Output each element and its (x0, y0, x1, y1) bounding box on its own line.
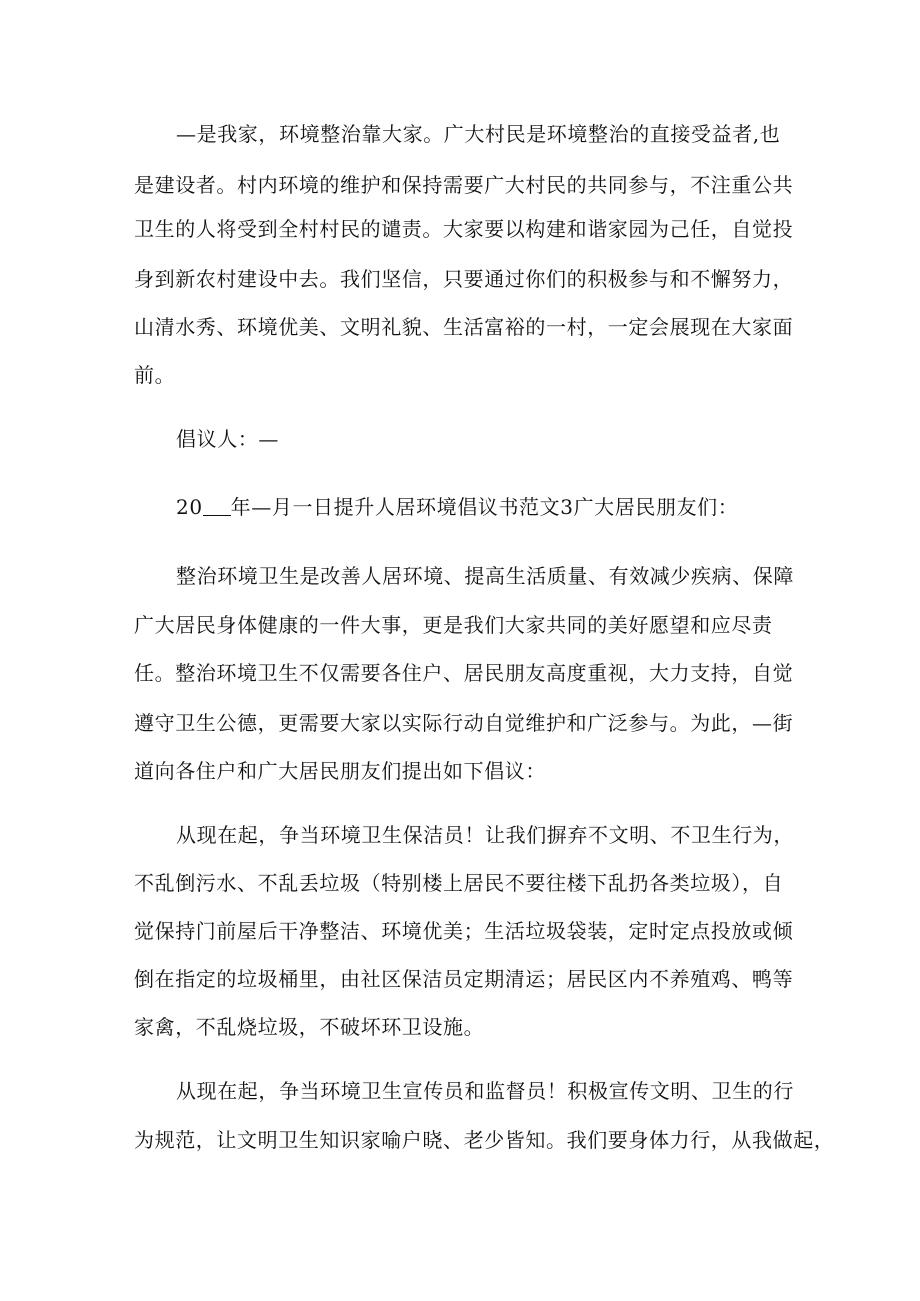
date-line (176, 494, 836, 520)
date-year-prefix: 20 (176, 495, 203, 519)
paragraph-2-line-1: 整治环境卫生是改善人居环境、提高生活质量、有效减少疾病、保障 (176, 564, 794, 588)
paragraph-3-line-2: 不乱倒污水、不乱丢垃圾（特别楼上居民不要往楼下乱扔各类垃圾），自 (134, 871, 784, 895)
date-blank-underline (203, 495, 231, 516)
signature-line: 倡议人：— (176, 427, 279, 451)
paragraph-1-line-4: 身到新农村建设中去。我们坚信，只要通过你们的积极参与和不懈努力， (134, 267, 794, 291)
paragraph-4-line-1: 从现在起，争当环境卫生宣传员和监督员！积极宣传文明、卫生的行 (176, 1079, 794, 1103)
paragraph-1-line-6: 前。 (134, 363, 176, 387)
paragraph-2-line-5: 道向各住户和广大居民朋友们提出如下倡议： (134, 759, 546, 783)
paragraph-3-line-3: 觉保持门前屋后干净整洁、环境优美；生活垃圾袋装，定时定点投放或倾 (134, 919, 794, 943)
paragraph-2-line-4: 遵守卫生公德，更需要大家以实际行动自觉维护和广泛参与。为此，—街 (134, 711, 794, 735)
paragraph-2-line-3: 任。整治环境卫生不仅需要各住户、居民朋友高度重视，大力支持，自觉 (134, 661, 794, 685)
paragraph-3-line-5: 家禽，不乱烧垃圾，不破坏环卫设施。 (134, 1015, 485, 1039)
paragraph-1-line-5: 山清水秀、环境优美、文明礼貌、生活富裕的一村，一定会展现在大家面 (134, 315, 794, 339)
paragraph-1-line-3: 卫生的人将受到全村村民的谴责。大家要以构建和谐家园为己任，自觉投 (134, 217, 794, 241)
paragraph-3-line-4: 倒在指定的垃圾桶里，由社区保洁员定期清运；居民区内不养殖鸡、鸭等 (134, 967, 794, 991)
date-line-rest: 年—月一日提升人居环境倡议书范文3广大居民朋友们： (230, 495, 739, 519)
paragraph-1-line-1: —是我家，环境整治靠大家。广大村民是环境整治的直接受益者,也 (176, 122, 781, 146)
paragraph-2-line-2: 广大居民身体健康的一件大事，更是我们大家共同的美好愿望和应尽责 (134, 613, 773, 637)
paragraph-4-line-2: 为规范，让文明卫生知识家喻户晓、老少皆知。我们要身体力行，从我做起， (134, 1128, 835, 1152)
paragraph-1-line-2: 是建设者。村内环境的维护和保持需要广大村民的共同参与，不注重公共 (134, 173, 794, 197)
paragraph-3-line-1: 从现在起，争当环境卫生保洁员！让我们摒弃不文明、不卫生行为， (176, 823, 794, 847)
